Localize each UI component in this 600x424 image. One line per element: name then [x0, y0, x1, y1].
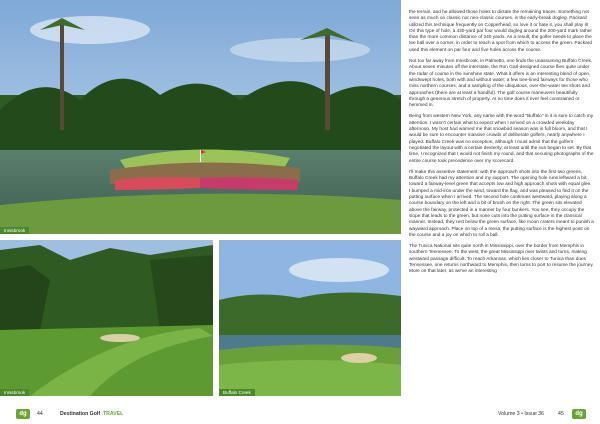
- photo-caption: Innisbrook: [0, 389, 29, 396]
- article-paragraph: I'll make this assertive statement: with the approach shots into the first two greens, Buffalo Creek had my attention and my support. The opening hole runs leftward a bit, toward a fairway-level green that accepts low and high approach shots with equal glee. I bumped a mid-iron under the wind, toward the flag, and was pleased to find it on the putting surface when I arrived. The second hole continues westward, playing along a course boundary on the left and a bit of brush on the right. The green sits elevated above the fairway, protected in a manner by four bunkers. You see, they occupy the slope that leads to the green, but none cuts into the putting surface in the classical manner. Instead, they rest below the green surface, like moon craters meant to punish a wayward approach. Place on top of a mesa, the putting surface is the highest point on the course and a joy on which to roll a ball.: [409, 169, 594, 238]
- right-page-number: 45: [558, 411, 564, 417]
- left-page-number: 44: [37, 411, 43, 417]
- publication-title: Destination Golf: [60, 411, 101, 417]
- photo-caption: Innisbrook: [0, 227, 29, 234]
- dg-logo-icon: dg: [16, 409, 30, 419]
- fairway-illustration: [0, 240, 213, 396]
- photo-innisbrook-fairway: [0, 240, 213, 396]
- article-paragraph: the terrain, and he allowed those holes to dictate the remaining traces. Something not seen as much on classic nor neo-classic courses, is the early-break dogleg. Packard utilized this technique frequently on Copperhead, so love it or hate it, you shall play it! On this type of hole, a 430-yard par four would dogleg around the 200-yard mark rather than the more common distance of 240 yards. As a result, the golfer needs to place the tee ball over a corner, in order to reach a spot from which to access the green. Packard used this element on par four and five holes across the course.: [409, 10, 592, 53]
- photo-innisbrook-main: [0, 0, 401, 234]
- photo-caption: Buffalo Creek: [219, 389, 255, 396]
- issue-info: Volume 3 • Issue 36: [498, 411, 544, 417]
- article-paragraph: Being from western New York, any name with the word "Buffalo" in it is sure to catch my attention. I wasn't certain what to expect when I arrived on a crowded weekday afternoon. My host had warned me that snowbird season was in full bloom, and that I would be sure to encounter massive crowds of deliberate golfers, nearly anywhere I played. Buffalo Creek was no exception, although I must admit that the golfers negotiated the layout with a certain dexterity, at least until the sun began to set. By that time, I recognized that I would not finish my round, and that securing photographs of the entire course took precedence over my scorecard.: [409, 114, 594, 164]
- buffalo-creek-illustration: [219, 240, 401, 396]
- article-paragraph: Not too far away from Innisbrook, in Palmetto, one finds the unassuming Buffalo Creek. About seven minutes off the interstate, the Ron Garl-designed course flies quite under the radar of course in the sunshine state. What it offers is an interesting blend of open, windswept holes, both with and without water; a few tree-lined fairways for those who miss northern courses, and a sampling of the ubiquitous, over-the-water tee shots and approaches (there are at least a handful). The golf course maneuvers beautifully through a generous stretch of property. At no time does it ever feel constrained or hemmed in.: [409, 59, 593, 109]
- golf-green-illustration: [0, 0, 401, 234]
- dg-logo-icon: dg: [572, 409, 586, 419]
- publication-name: [60, 411, 123, 418]
- article-paragraph: The Tunica National sits quite north in Mississippi, over the border from Memphis in southern Tennessee. To the west, the great Mississippi river twists and turns, making westward passage difficult. To reach Arkansas, which lies closer to Tunica than does Tennessee, one returns northward to Memphis, then turns to port to resume the journey. More on that later, as we've an interesting: [409, 244, 594, 275]
- page-footer: [0, 404, 600, 424]
- photo-buffalo-creek: [219, 240, 401, 396]
- publication-accent: .TRAVEL: [101, 411, 124, 417]
- article-body: [409, 10, 594, 281]
